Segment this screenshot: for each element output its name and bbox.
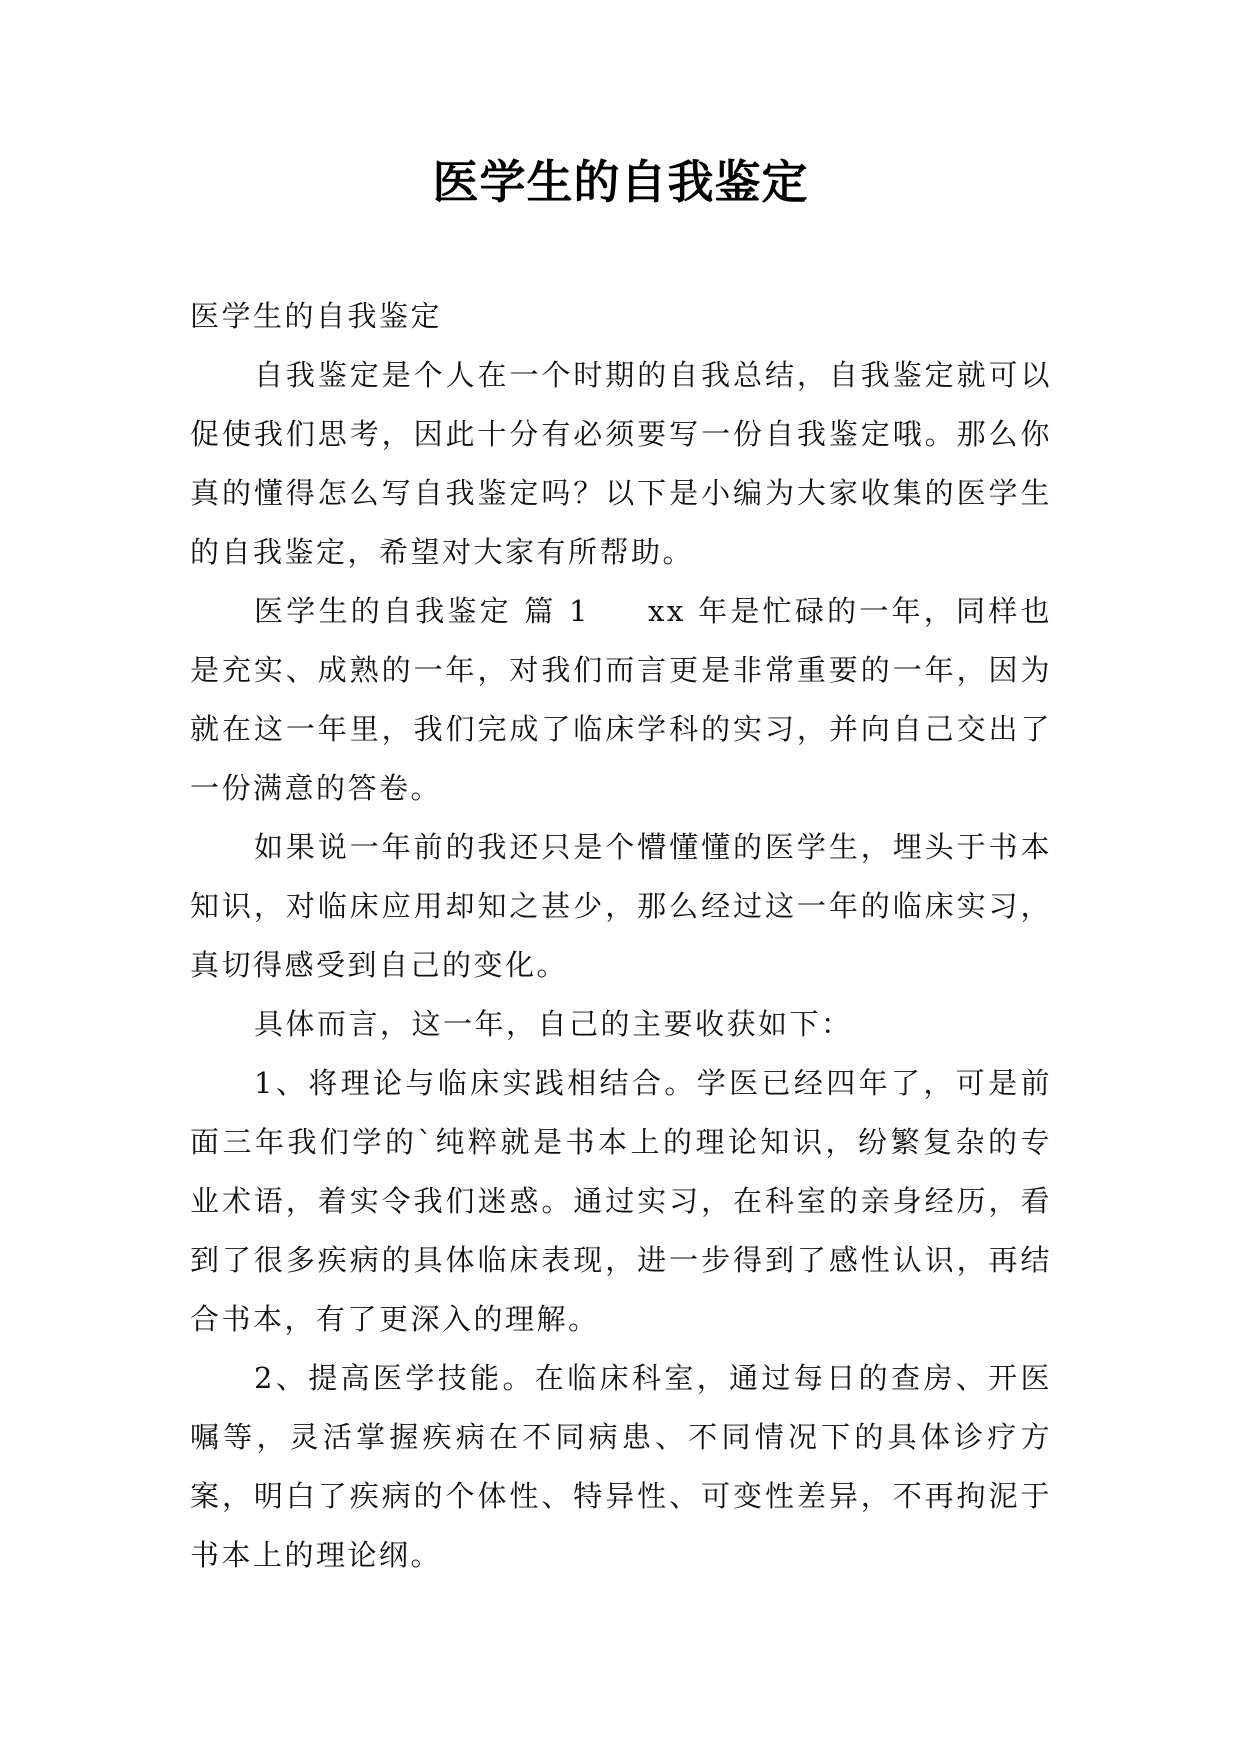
document-title: 医学生的自我鉴定 xyxy=(432,155,809,209)
paragraph-section-1 xyxy=(190,582,1052,818)
paragraph-point-1: 1、将理论与临床实践相结合。学医已经四年了，可是前面三年我们学的`纯粹就是书本上的理论知识，纷繁复杂的专业术语，着实令我们迷惑。通过实习，在科室的亲身经历，看到了很多疾病的具体临床表现，进一步得到了感性认识，再结合书本，有了更深入的理解。 xyxy=(190,1066,1052,1336)
paragraph-intro: 自我鉴定是个人在一个时期的自我总结，自我鉴定就可以促使我们思考，因此十分有必须要写一份自我鉴定哦。那么你真的懂得怎么写自我鉴定吗？以下是小编为大家收集的医学生的自我鉴定，希望对大家有所帮助。 xyxy=(190,358,1052,569)
document-body xyxy=(190,287,1052,1585)
section-1-heading: 医学生的自我鉴定 篇 1 xyxy=(254,594,590,628)
paragraph-point-2: 2、提高医学技能。在临床科室，通过每日的查房、开医嘱等，灵活掌握疾病在不同病患、不同情况下的具体诊疗方案，明白了疾病的个体性、特异性、可变性差异，不再拘泥于书本上的理论纲。 xyxy=(190,1361,1052,1572)
section-1-text: xx 年是忙碌的一年，同样也是充实、成熟的一年，对我们而言更是非常重要的一年，因为就在这一年里，我们完成了临床学科的实习，并向自己交出了一份满意的答卷。 xyxy=(190,594,1052,805)
document-subtitle: 医学生的自我鉴定 xyxy=(190,299,443,333)
paragraph-gains-intro: 具体而言，这一年，自己的主要收获如下： xyxy=(254,1007,853,1041)
paragraph-reflection: 如果说一年前的我还只是个懵懂懂的医学生，埋头于书本知识，对临床应用却知之甚少，那么经过这一年的临床实习，真切得感受到自己的变化。 xyxy=(190,830,1052,982)
